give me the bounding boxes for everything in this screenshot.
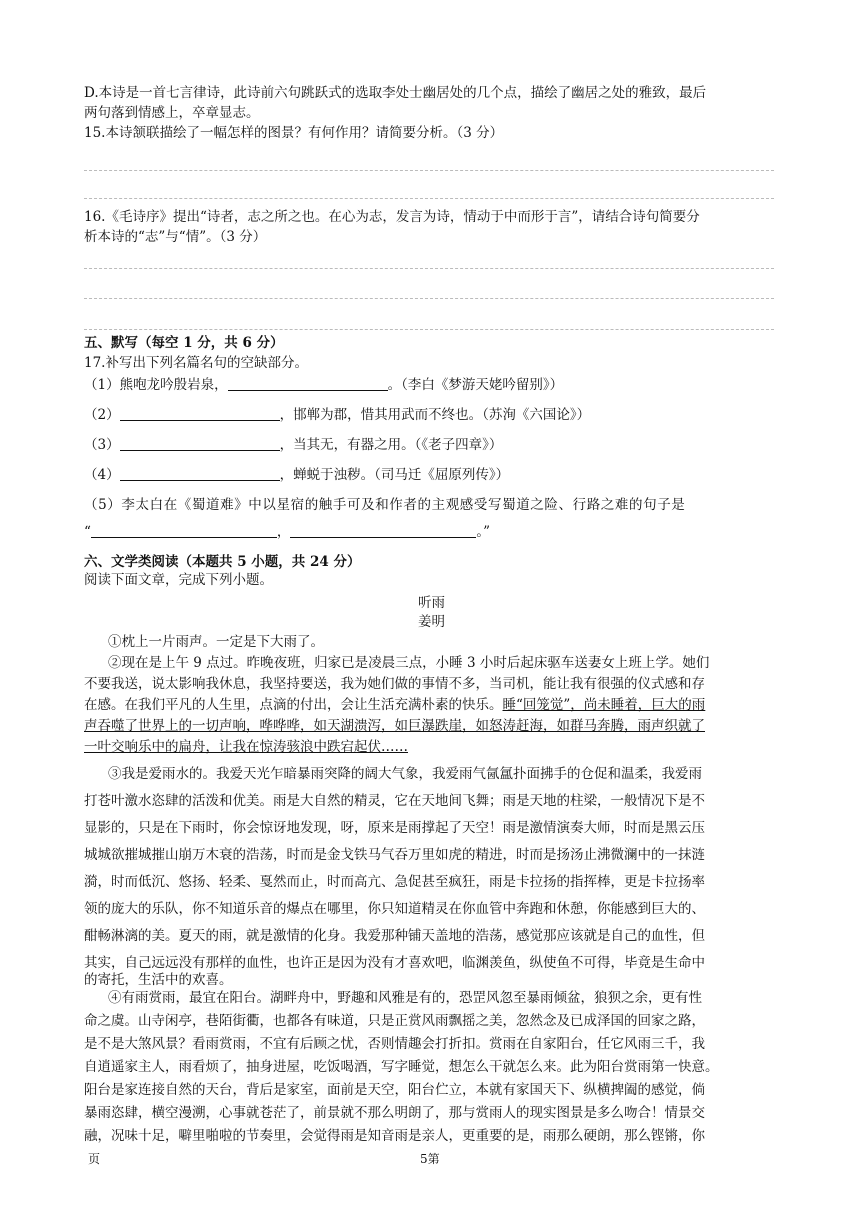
paragraph-4-line: 阳台是家连接自然的天台，背后是家室，面前是天空，阳台伫立，本就有家国天下、纵横捭阖的感觉，倘 bbox=[84, 1082, 705, 1098]
article-title: 听雨 bbox=[418, 595, 445, 611]
section-5-title: 五、默写（每空 1 分，共 6 分） bbox=[84, 335, 284, 351]
question-16-line2: 析本诗的“志”与“情”。（3 分） bbox=[84, 229, 267, 245]
question-15: 15.本诗颔联描绘了一幅怎样的图景？有何作用？请简要分析。（3 分） bbox=[84, 125, 504, 141]
answer-line bbox=[84, 198, 774, 199]
question-17: 17.补写出下列名篇名句的空缺部分。 bbox=[84, 355, 308, 371]
underlined-sentence: 睡“回笼觉”，尚未睡着，巨大的雨 bbox=[502, 697, 706, 713]
paragraph-4-line: ④有雨赏雨，最宜在阳台。湖畔舟中，野趣和风雅是有的，恐罡风忽至暴雨倾盆，狼狈之余，更有性 bbox=[108, 990, 702, 1006]
answer-line bbox=[84, 170, 774, 171]
underlined-sentence: 声吞噬了世界上的一切声响，哗哗哗，如天湖溃泻，如巨瀑跌崖，如怒涛赶海，如群马奔腾，雨声织就了 bbox=[84, 718, 705, 734]
section-6-title: 六、文学类阅读（本题共 5 小题，共 24 分） bbox=[84, 554, 361, 570]
question-16-line1: 16.《毛诗序》提出“诗者，志之所之也。在心为志，发言为诗，情动于中而形于言”，请结合诗句简要分 bbox=[84, 209, 700, 225]
paragraph-3-line: 的寄托，生活中的欢喜。 bbox=[84, 972, 233, 988]
dictation-item-5-blanks: “ ， 。” bbox=[84, 524, 491, 540]
dictation-item-4: （4） ，蝉蜕于浊秽。（司马迁《屈原列传》） bbox=[84, 467, 510, 483]
paragraph-3-line: 漪，时而低沉、悠扬、轻柔、戛然而止，时而高亢、急促甚至疯狂，雨是卡拉扬的指挥棒，更是卡拉扬率 bbox=[84, 874, 705, 890]
page-number: 5第 bbox=[420, 1152, 440, 1166]
dictation-item-1: （1）熊咆龙吟殷岩泉， 。（李白《梦游天姥吟留别》） bbox=[84, 377, 564, 393]
blank-field[interactable] bbox=[120, 436, 280, 451]
paragraph-1: ①枕上一片雨声。一定是下大雨了。 bbox=[108, 634, 324, 650]
paragraph-3-line: 城城欲摧城摧山崩万木衰的浩荡，时而是金戈铁马气吞万里如虎的精进，时而是扬汤止沸微澜中的一抹涟 bbox=[84, 847, 705, 863]
paragraph-3-line: 其实，自己远远没有那样的血性，也许正是因为没有才喜欢吧，临渊羡鱼，纵使鱼不可得，毕竟是生命中 bbox=[84, 955, 705, 971]
paragraph-4-line: 暴雨恣肆，横空漫溯，心事就苍茫了，前景就不那么明朗了，那与赏雨人的现实图景是多么吻合！情景交 bbox=[84, 1105, 705, 1121]
paragraph-3-line: 酣畅淋漓的美。夏天的雨，就是激情的化身。我爱那种铺天盖地的浩荡，感觉那应该就是自己的血性，但 bbox=[84, 928, 705, 944]
dictation-item-5: （5）李太白在《蜀道难》中以星宿的触手可及和作者的主观感受写蜀道之险、行路之难的句子是 bbox=[84, 497, 686, 513]
paragraph-4-line: 融，况味十足，噼里啪啦的节奏里，会觉得雨是知音雨是亲人，更重要的是，雨那么硬朗，那么铿锵，你 bbox=[84, 1128, 705, 1144]
answer-line bbox=[84, 268, 774, 269]
paragraph-2-line: 在感。在我们平凡的人生里，点滴的付出，会让生活充满朴素的快乐。睡“回笼觉”，尚未睡着，巨大的雨 bbox=[84, 697, 706, 713]
blank-field[interactable] bbox=[228, 376, 388, 391]
blank-field[interactable] bbox=[290, 523, 476, 538]
paragraph-4-line: 自逍遥家主人，雨看烦了，抽身进屋，吃饭喝酒，写字睡觉，想怎么干就怎么来。此为阳台赏雨第一快意。 bbox=[84, 1059, 719, 1075]
reading-instruction: 阅读下面文章，完成下列小题。 bbox=[84, 572, 273, 588]
dictation-item-3: （3） ，当其无，有器之用。（《老子四章》） bbox=[84, 437, 503, 453]
dictation-item-2: （2） ，邯郸为郡，惜其用武而不终也。（苏洵《六国论》） bbox=[84, 407, 591, 423]
footer-left: 页 bbox=[88, 1152, 101, 1166]
paragraph-3-line: 显影的，只是在下雨时，你会惊讶地发现，呀，原来是雨撑起了天空！雨是激情演奏大师，时而是黑云压 bbox=[84, 820, 705, 836]
blank-field[interactable] bbox=[91, 523, 277, 538]
paragraph-4-line: 是不是大煞风景？看雨赏雨，不宜有后顾之忧，否则情趣会打折扣。赏雨在自家阳台，任它风雨三千，我 bbox=[84, 1036, 705, 1052]
option-d-line2: 两句落到情感上，卒章显志。 bbox=[84, 105, 260, 121]
article-author: 姜明 bbox=[418, 614, 445, 630]
paragraph-3-line: 打苍叶激水恣肆的活泼和优美。雨是大自然的精灵，它在天地间飞舞；雨是天地的柱梁，一般情况下是不 bbox=[84, 793, 705, 809]
blank-field[interactable] bbox=[120, 466, 280, 481]
option-d-line1: D.本诗是一首七言律诗，此诗前六句跳跃式的选取李处士幽居处的几个点，描绘了幽居之处的雅致，最后 bbox=[84, 85, 707, 101]
blank-field[interactable] bbox=[120, 406, 280, 421]
answer-line bbox=[84, 298, 774, 299]
paragraph-3-line: 领的庞大的乐队，你不知道乐音的爆点在哪里，你只知道精灵在你血管中奔跑和休憩，你能感到巨大的、 bbox=[84, 901, 705, 917]
answer-line bbox=[84, 329, 774, 330]
paragraph-2-line: ②现在是上午 9 点过。昨晚夜班，归家已是凌晨三点，小睡 3 小时后起床驱车送妻女上班上学。她们 bbox=[108, 655, 710, 671]
underlined-sentence: 一叶交响乐中的扁舟，让我在惊涛骇浪中跌宕起伏…… bbox=[84, 739, 408, 755]
paragraph-4-line: 命之虞。山寺闲亭，巷陌街衢，也都各有味道，只是正赏风雨飘摇之美，忽然念及已成泽国的回家之路， bbox=[84, 1013, 705, 1029]
paragraph-2-line: 不要我送，说太影响我休息，我坚持要送，我为她们做的事情不多，当司机，能让我有很强的仪式感和存 bbox=[84, 676, 705, 692]
paragraph-3-line: ③我是爱雨水的。我爱天光乍暗暴雨突降的阔大气象，我爱雨气氤氲扑面拂手的仓促和温柔，我爱雨 bbox=[108, 766, 702, 782]
